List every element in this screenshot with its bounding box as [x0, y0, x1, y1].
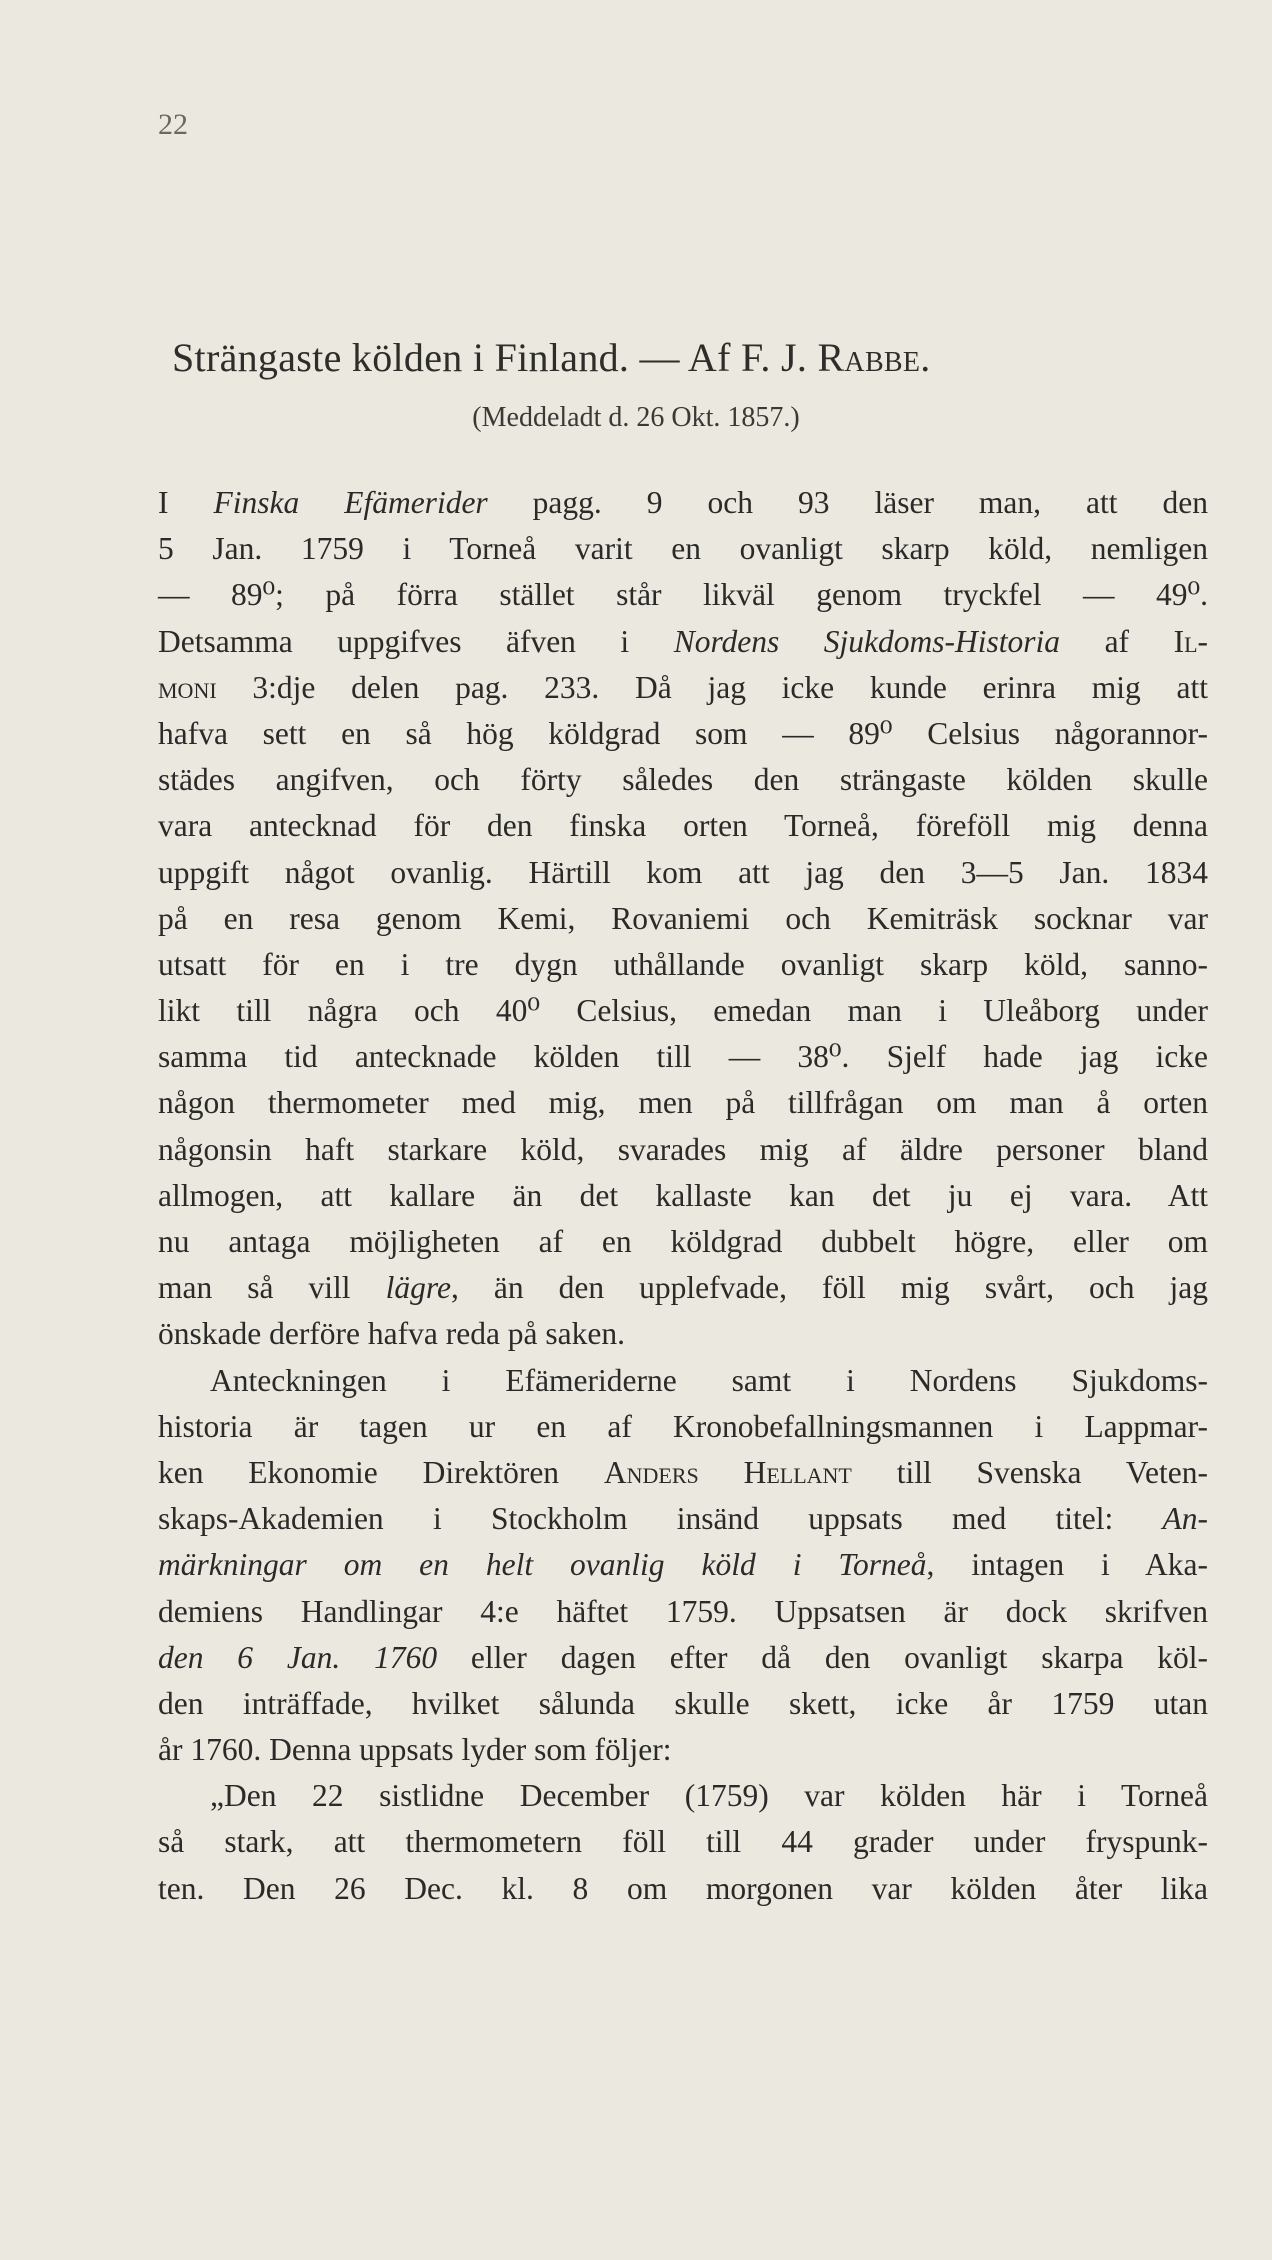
text-segment: uppgift något ovanlig. Härtill kom att jag den 3—5 Jan. 1834: [158, 854, 1208, 890]
text-segment: 5 Jan. 1759 i Torneå varit en ovanligt skarp köld, nemligen: [158, 531, 1208, 567]
text-segment: hafva sett en så hög köldgrad som — 89⁰ Celsius någorannor-: [158, 715, 1208, 751]
text-line: [158, 526, 1208, 572]
text-line: [158, 803, 1208, 849]
text-segment: nu antaga möjligheten af en köldgrad dubbelt högre, eller om: [158, 1224, 1208, 1259]
text-segment: skaps-Akademien i Stockholm insänd uppsats med titel:: [158, 1501, 1163, 1537]
text-line: [158, 942, 1208, 988]
text-segment: eller dagen efter då den ovanligt skarpa köl-: [437, 1639, 1209, 1675]
text-line: [158, 1358, 1208, 1404]
text-line: [158, 619, 1208, 665]
text-line: [158, 1404, 1208, 1450]
article-title: [172, 334, 1212, 381]
text-segment: ten. Den 26 Dec. kl. 8 om morgonen var kölden åter lika: [158, 1870, 1208, 1906]
text-segment: , än den upplefvade, föll mig svårt, och jag: [450, 1270, 1208, 1306]
text-segment: , intagen i Aka-: [926, 1547, 1208, 1583]
italic-text: Nordens Sjukdoms-Historia: [673, 623, 1061, 659]
text-segment: pagg. 9 och 93 läser man, att den: [487, 485, 1208, 520]
text-line: [158, 1219, 1208, 1265]
text-line: [158, 1173, 1208, 1219]
text-segment: den inträffade, hvilket sålunda skulle skett, icke år 1759 utan: [158, 1685, 1208, 1721]
text-segment: önskade derföre hafva reda på saken.: [158, 1316, 626, 1352]
text-segment: allmogen, att kallare än det kallaste kan det ju ej vara. Att: [158, 1177, 1208, 1213]
small-caps-text: Anders Hellant: [603, 1454, 852, 1490]
text-line: [158, 1635, 1208, 1681]
text-line: [158, 480, 1208, 526]
text-segment: på en resa genom Kemi, Rovaniemi och Kemiträsk socknar var: [158, 900, 1208, 936]
text-segment: 3:dje delen pag. 233. Då jag icke kunde erinra mig att: [216, 669, 1208, 705]
text-line: [158, 1265, 1208, 1311]
text-line: [158, 1681, 1208, 1727]
text-line: [158, 1450, 1208, 1496]
text-segment: Anteckningen i Efämeriderne samt i Nordens Sjukdoms-: [210, 1362, 1208, 1398]
title-main: Strängaste kölden i Finland. — Af F. J.: [172, 335, 808, 380]
text-segment: man så vill: [158, 1270, 386, 1306]
text-line: [158, 896, 1208, 942]
text-segment: I: [158, 485, 214, 520]
text-line: [158, 711, 1208, 757]
text-segment: „Den 22 sistlidne December (1759) var kölden här i Torneå: [210, 1778, 1208, 1814]
text-segment: till Svenska Veten-: [851, 1454, 1208, 1490]
italic-text: An-: [1162, 1501, 1208, 1537]
small-caps-text: Il-: [1173, 623, 1208, 659]
text-segment: — 89⁰; på förra stället står likväl genom tryckfel — 49⁰.: [158, 577, 1208, 613]
text-segment: någon thermometer med mig, men på tillfrågan om man å orten: [158, 1085, 1208, 1121]
text-line: [158, 1127, 1208, 1173]
text-segment: någonsin haft starkare köld, svarades mig af äldre personer bland: [158, 1131, 1208, 1167]
text-segment: samma tid antecknade kölden till — 38⁰. Sjelf hade jag icke: [158, 1039, 1208, 1075]
small-caps-text: moni: [158, 669, 217, 705]
text-segment: demiens Handlingar 4:e häftet 1759. Uppsatsen är dock skrifven: [158, 1593, 1208, 1629]
text-segment: af: [1060, 623, 1174, 659]
text-line: [158, 572, 1208, 618]
title-author: Rabbe.: [817, 335, 931, 380]
text-segment: städes angifven, och förty således den strängaste kölden skulle: [158, 762, 1208, 798]
text-segment: ken Ekonomie Direktören: [158, 1454, 604, 1490]
italic-text: lägre: [385, 1270, 451, 1306]
text-line: [158, 1866, 1208, 1912]
body-text: [158, 480, 1208, 1912]
page-number: 22: [158, 108, 188, 141]
text-segment: utsatt för en i tre dygn uthållande ovanligt skarp köld, sanno-: [158, 946, 1208, 982]
text-line: [158, 1727, 1208, 1773]
italic-text: den 6 Jan. 1760: [158, 1639, 438, 1675]
text-segment: likt till några och 40⁰ Celsius, emedan man i Uleåborg under: [158, 993, 1208, 1029]
text-segment: historia är tagen ur en af Kronobefallningsmannen i Lappmar-: [158, 1408, 1208, 1444]
text-line: [158, 1819, 1208, 1865]
text-line: [158, 1773, 1208, 1819]
italic-text: märkningar om en helt ovanlig köld i Torneå: [158, 1547, 927, 1583]
article-subtitle: (Meddeladt d. 26 Okt. 1857.): [472, 402, 800, 433]
text-line: [158, 1080, 1208, 1126]
text-line: [158, 1496, 1208, 1542]
text-line: [158, 1034, 1208, 1080]
text-line: [158, 1589, 1208, 1635]
text-line: [158, 1542, 1208, 1588]
italic-text: Finska Efämerider: [213, 485, 488, 520]
text-line: [158, 1311, 1208, 1357]
text-line: [158, 988, 1208, 1034]
text-line: [158, 757, 1208, 803]
text-segment: så stark, att thermometern föll till 44 grader under fryspunk-: [158, 1824, 1208, 1860]
text-segment: vara antecknad för den finska orten Torneå, föreföll mig denna: [158, 808, 1208, 844]
text-line: [158, 665, 1208, 711]
text-segment: år 1760. Denna uppsats lyder som följer:: [158, 1732, 672, 1768]
text-segment: Detsamma uppgifves äfven i: [158, 623, 674, 659]
text-line: [158, 850, 1208, 896]
